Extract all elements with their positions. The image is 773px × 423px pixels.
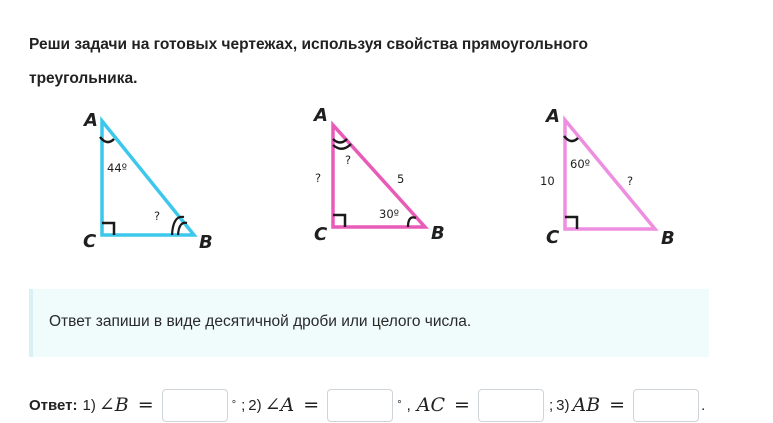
side-ac-3-label: 10 <box>540 174 555 188</box>
side-ab-2-label: 5 <box>397 172 405 186</box>
separator-3: ; <box>548 396 554 414</box>
vertex-b-3: B <box>661 228 675 249</box>
note-text: Ответ запиши в виде десятичной дроби или целого числа. <box>49 313 472 330</box>
degree-sign-2: ° <box>397 399 402 411</box>
side-ac-2-label: ? <box>315 171 322 185</box>
answer-label: Ответ: <box>29 396 78 414</box>
side-ab-3-label: ? <box>627 174 634 188</box>
side-ab-expression: AB <box>572 394 601 416</box>
separator-2: , <box>406 396 411 414</box>
angle-a-1-label: 44º <box>107 161 128 175</box>
angle-b-2-label: 30º <box>379 207 400 221</box>
vertex-c-2: C <box>314 224 328 245</box>
part-2-number: 2) <box>248 396 262 414</box>
right-angle-mark-c-1 <box>102 223 114 235</box>
triangle-figure-1 <box>70 105 230 255</box>
right-angle-mark-c-2 <box>333 215 345 227</box>
vertex-a-2: A <box>314 105 328 126</box>
right-angle-mark-c-3 <box>565 217 577 229</box>
side-ac-input[interactable] <box>478 389 544 422</box>
triangle-3-shape <box>565 120 655 229</box>
vertex-a-3: A <box>546 106 560 127</box>
end-period: . <box>701 396 706 414</box>
angle-a-3-label: 60º <box>570 157 591 171</box>
angle-a-expression: ∠A <box>264 394 295 416</box>
angle-b-1-label: ? <box>154 209 161 223</box>
equals-sign-2: = <box>303 394 320 416</box>
part-1-number: 1) <box>82 396 96 414</box>
vertex-c-1: C <box>83 231 97 252</box>
angle-arc-a-2a <box>333 139 347 143</box>
part-3-number: 3) <box>556 396 570 414</box>
triangle-figure-2 <box>300 100 460 250</box>
equals-sign-4: = <box>609 394 626 416</box>
answer-format-note <box>29 289 709 357</box>
task-line-1: Реши задачи на готовых чертежах, используя свойства прямоугольного <box>29 36 588 53</box>
angle-a-2-label: ? <box>345 153 352 167</box>
equals-sign-3: = <box>454 394 470 416</box>
angle-arc-a-2b <box>333 144 351 149</box>
vertex-a-1: A <box>84 110 98 131</box>
side-ac-expression: AC <box>416 394 446 416</box>
angle-b-expression: ∠B <box>98 394 129 416</box>
degree-sign-1: ° <box>231 399 237 411</box>
angle-a-input[interactable] <box>327 389 393 422</box>
triangle-figure-3 <box>530 103 700 253</box>
task-text <box>29 28 729 96</box>
equals-sign-1: = <box>137 394 154 416</box>
vertex-c-3: C <box>546 227 560 248</box>
separator-1: ; <box>241 396 246 414</box>
vertex-b-1: B <box>199 232 213 253</box>
angle-b-input[interactable] <box>162 389 228 422</box>
side-ab-input[interactable] <box>633 389 699 422</box>
task-line-2: треугольника. <box>29 70 138 87</box>
vertex-b-2: B <box>431 223 445 244</box>
answer-row <box>29 388 705 422</box>
